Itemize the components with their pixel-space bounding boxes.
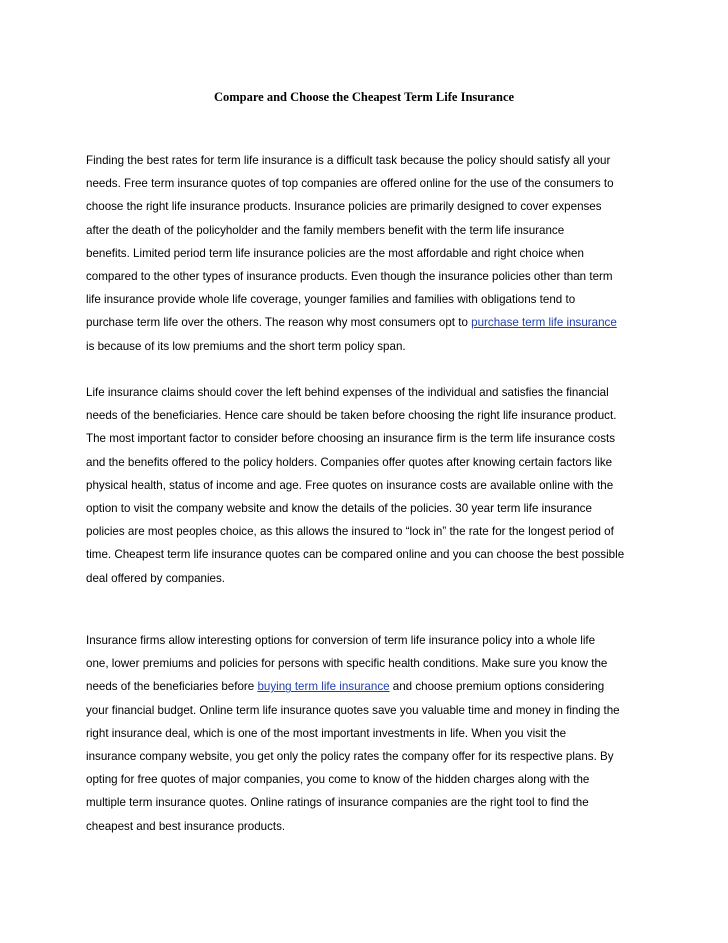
document-title: Compare and Choose the Cheapest Term Life Insurance (213, 90, 515, 104)
text-line (86, 199, 602, 215)
line-text: deal offered by companies. (86, 571, 226, 585)
line-text: needs of the beneficiaries before (86, 680, 258, 694)
line-text: Life insurance claims should cover the left behind expenses of the individual and satisfies the financial (86, 386, 609, 399)
line-text: Insurance firms allow interesting options for conversion of term life insurance policy into a whole life (86, 634, 596, 647)
text-line (86, 819, 285, 835)
text-line (86, 408, 616, 424)
line-text: purchase term life over the others. The reason why most consumers opt to (86, 316, 472, 330)
line-text: option to visit the company website and know the details of the policies. 30 year term life insurance (86, 502, 592, 515)
line-text: after the death of the policyholder and the family members benefit with the term life insurance (86, 223, 565, 237)
line-text: The most important factor to consider before choosing an insurance firm is the term life insurance costs (86, 432, 616, 446)
text-line (86, 269, 613, 285)
line-text: multiple term insurance quotes. Online ratings of insurance companies are the right tool to find the (86, 796, 589, 810)
line-text: one, lower premiums and policies for persons with specific health conditions. Make sure you know the (86, 657, 608, 671)
line-text: needs of the beneficiaries. Hence care should be taken before choosing the right life insurance product. (86, 409, 617, 423)
text-line (86, 153, 610, 169)
line-text: and the benefits offered to the policy holders. Companies offer quotes after knowing certain factors like (86, 455, 613, 469)
line-text: compared to the other types of insurance products. Even though the insurance policies other than term (86, 270, 613, 283)
text-line (86, 679, 604, 695)
text-line (86, 223, 564, 239)
line-text: policies are most peoples choice, as this allows the insured to “lock in” the rate for the longest period of (86, 525, 614, 539)
text-line (86, 795, 589, 811)
line-text: is because of its low premiums and the short term policy span. (86, 339, 406, 353)
line-text: right insurance deal, which is one of the most important investments in life. When you visit the (86, 726, 567, 740)
text-line (86, 176, 614, 192)
text-line (86, 292, 575, 308)
line-text: Finding the best rates for term life insurance is a difficult task because the policy should satisfy all your (86, 154, 611, 167)
line-text: life insurance provide whole life coverage, younger families and families with obligations tend to (86, 293, 576, 307)
text-line (86, 749, 614, 765)
text-line (86, 726, 566, 742)
line-text: your financial budget. Online term life insurance quotes save you valuable time and money in finding the (86, 703, 620, 717)
hyperlink[interactable]: buying term life insurance (257, 680, 390, 694)
line-text: choose the right life insurance products. Insurance policies are primarily designed to cover expenses (86, 200, 602, 214)
text-line (86, 339, 406, 355)
text-line (86, 547, 624, 563)
text-line (86, 571, 225, 587)
text-line (86, 656, 607, 672)
text-line (86, 455, 612, 471)
text-line (86, 246, 584, 262)
hyperlink[interactable]: purchase term life insurance (471, 316, 617, 330)
line-text: opting for free quotes of major companies, you come to know of the hidden charges along with the (86, 773, 590, 787)
line-text: cheapest and best insurance products. (86, 819, 286, 833)
text-line (86, 633, 595, 649)
text-line (86, 315, 617, 331)
line-text: time. Cheapest term life insurance quotes can be compared online and you can choose the best possible (86, 548, 625, 562)
line-text: needs. Free term insurance quotes of top companies are offered online for the use of the consumers to (86, 177, 614, 191)
text-line (86, 772, 589, 788)
text-line (86, 478, 613, 494)
text-line (86, 501, 592, 517)
text-line (86, 524, 614, 540)
text-line (86, 703, 620, 719)
line-text: benefits. Limited period term life insurance policies are the most affordable and right choice when (86, 246, 584, 260)
line-text: insurance company website, you get only the policy rates the company offer for its respective plans. By (86, 750, 614, 763)
text-line (86, 385, 609, 401)
text-line (86, 431, 615, 447)
line-text-after-link: and choose premium options considering (389, 680, 605, 694)
line-text: physical health, status of income and age. Free quotes on insurance costs are available online with the (86, 478, 614, 492)
